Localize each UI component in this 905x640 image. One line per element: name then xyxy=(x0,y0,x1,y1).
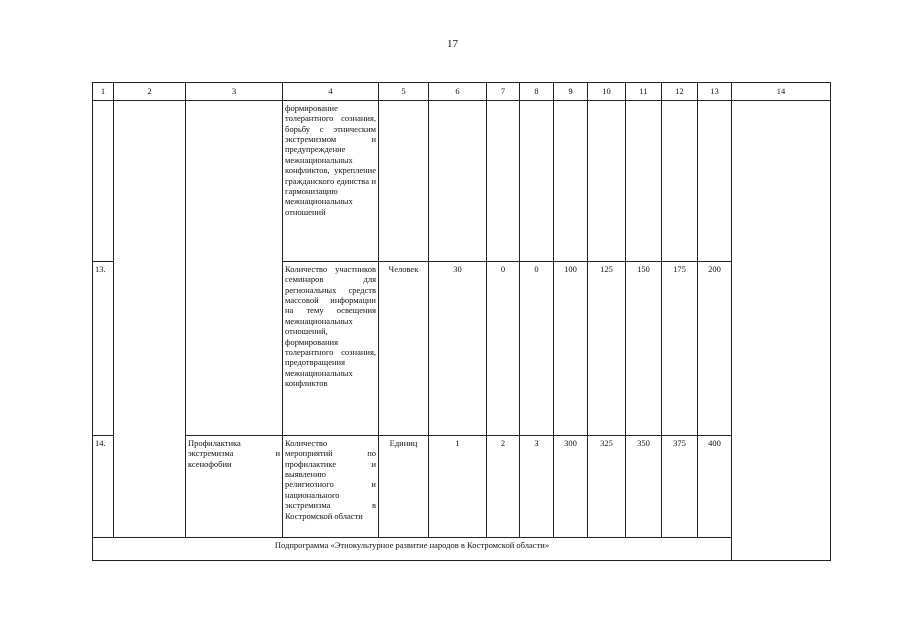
value-cell: 3 xyxy=(520,436,554,538)
value-cell: 0 xyxy=(520,262,554,436)
header-cell: 10 xyxy=(588,83,626,101)
value-cell: 100 xyxy=(554,262,588,436)
value-cell: 2 xyxy=(487,436,520,538)
column-2-merged-cell xyxy=(114,101,186,538)
header-cell: 7 xyxy=(487,83,520,101)
header-cell: 13 xyxy=(698,83,732,101)
indicators-table xyxy=(92,82,831,561)
value-cell: 400 xyxy=(698,436,732,538)
header-row xyxy=(93,83,831,101)
indicator-name: Количество участников семинаров для региональных средств массовой информации на тему освещения межнациональных отношений, формирования толерантного сознания, предотвращения межнациональных конфликтов xyxy=(283,262,379,436)
column-14-merged-cell xyxy=(732,101,831,561)
value-cell xyxy=(487,101,520,262)
header-cell: 5 xyxy=(379,83,429,101)
value-cell xyxy=(520,101,554,262)
value-cell xyxy=(588,101,626,262)
subprogram-row xyxy=(93,538,831,561)
indicator-name: формирование толерантного сознания, борьбу с этническим экстремизмом и предупреждение межнациональных конфликтов, укрепление гражданского единства и гармонизацию межнациональных отношений xyxy=(283,101,379,262)
header-cell: 14 xyxy=(732,83,831,101)
unit: Единиц xyxy=(379,436,429,538)
header-cell: 6 xyxy=(429,83,487,101)
indicator-name: Количество мероприятий по профилактике и выявлению религиозного и национального экстремизма в Костромской области xyxy=(283,436,379,538)
header-cell: 8 xyxy=(520,83,554,101)
value-cell xyxy=(626,101,662,262)
header-cell: 11 xyxy=(626,83,662,101)
value-cell: 0 xyxy=(487,262,520,436)
header-cell: 12 xyxy=(662,83,698,101)
value-cell: 200 xyxy=(698,262,732,436)
value-cell xyxy=(429,101,487,262)
measure-name xyxy=(186,101,283,436)
value-cell xyxy=(662,101,698,262)
table-row xyxy=(93,101,831,262)
value-cell: 30 xyxy=(429,262,487,436)
header-cell: 1 xyxy=(93,83,114,101)
page-number: 17 xyxy=(447,38,458,50)
unit xyxy=(379,101,429,262)
header-cell: 3 xyxy=(186,83,283,101)
header-cell: 4 xyxy=(283,83,379,101)
value-cell xyxy=(698,101,732,262)
row-number xyxy=(93,101,114,262)
value-cell: 375 xyxy=(662,436,698,538)
value-cell: 300 xyxy=(554,436,588,538)
value-cell: 150 xyxy=(626,262,662,436)
value-cell: 175 xyxy=(662,262,698,436)
value-cell: 325 xyxy=(588,436,626,538)
unit: Человек xyxy=(379,262,429,436)
value-cell: 1 xyxy=(429,436,487,538)
header-cell: 9 xyxy=(554,83,588,101)
row-number: 14. xyxy=(93,436,114,538)
value-cell: 350 xyxy=(626,436,662,538)
value-cell: 125 xyxy=(588,262,626,436)
row-number: 13. xyxy=(93,262,114,436)
measure-name: Профилактика экстремизма и ксенофобии xyxy=(186,436,283,538)
header-cell: 2 xyxy=(114,83,186,101)
subprogram-title: Подпрограмма «Этнокультурное развитие народов в Костромской области» xyxy=(93,538,732,561)
value-cell xyxy=(554,101,588,262)
table-row xyxy=(93,436,831,538)
